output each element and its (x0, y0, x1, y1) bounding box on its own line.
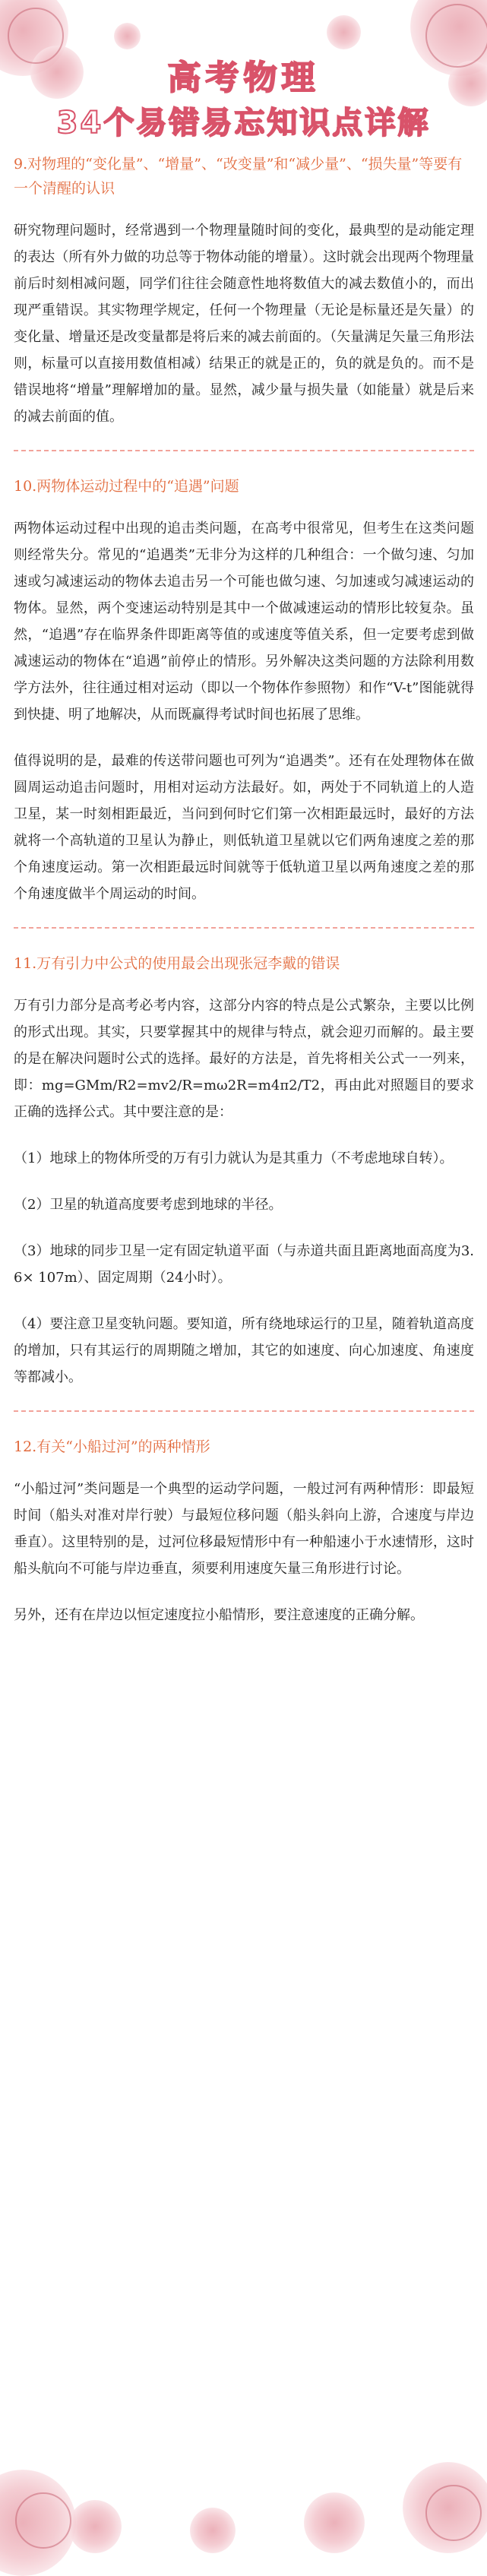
paragraph: “小船过河”类问题是一个典型的运动学问题，一般过河有两种情形：即最短时间（船头对准对岸行驶）与最短位移问题（船头斜向上游，合速度与岸边垂直）。这里特别的是，过河位移最短情形中有一种船速小于水速情形，这时船头航向不可能与岸边垂直，须要利用速度矢量三角形进行讨论。 (14, 1481, 474, 1577)
divider (14, 927, 474, 929)
paragraph: （4）要注意卫星变轨问题。要知道，所有绕地球运行的卫星，随着轨道高度的增加，只有其运行的周期随之增加，其它的如速度、向心加速度、角速度等都减小。 (14, 1316, 474, 1385)
page-subtitle: 34个易错易忘知识点详解 (56, 106, 431, 141)
paragraph: 研究物理问题时，经常遇到一个物理量随时间的变化，最典型的是动能定理的表达（所有外力做的功总等于物体动能的增量）。这时就会出现两个物理量前后时刻相减问题，同学们往往会随意性地将数值大的减去数值小的，而出现严重错误。其实物理学规定，任何一个物理量（无论是标量还是矢量）的变化量、增量还是改变量都是将后来的减去前面的。（矢量满足矢量三角形法则，标量可以直接用数值相减）结果正的就是正的，负的就是负的。而不是错误地将“增量”理解增加的量。显然，减少量与损失量（如能量）就是后来的减去前面的值。 (14, 223, 474, 425)
divider (14, 450, 474, 451)
section-heading: 12.有关“小船过河”的两种情形 (14, 1438, 210, 1455)
section-12 (14, 1435, 474, 1628)
paragraph: 万有引力部分是高考必考内容，这部分内容的特点是公式繁杂，主要以比例的形式出现。其实，只要掌握其中的规律与特点，就会迎刃而解的。最主要的是在解决问题时公式的选择。最好的方法是，首先将相关公式一一列来，即：mg=GMm/R2=mv2/R=mω2R=m4π2/T2，再由此对照题目的要求正确的选择公式。其中要注意的是： (14, 998, 474, 1120)
paragraph: 另外，还有在岸边以恒定速度拉小船情形，要注意速度的正确分解。 (14, 1607, 424, 1623)
paragraph: 两物体运动过程中出现的追击类问题，在高考中很常见，但考生在这类问题则经常失分。常见的“追遇类”无非分为这样的几种组合：一个做匀速、匀加速或匀减速运动的物体去追击另一个可能也做匀速、匀加速或匀减速运动的物体。显然，两个变速运动特别是其中一个做减速运动的情形比较复杂。虽然，“追遇”存在临界条件即距离等值的或速度等值关系，但一定要考虑到做减速运动的物体在“追遇”前停止的情形。另外解决这类问题的方法除利用数学方法外，往往通过相对运动（即以一个物体作参照物）和作“V-t”图能就得到快捷、明了地解决，从而既赢得考试时间也拓展了思维。 (14, 521, 474, 723)
paragraph: 值得说明的是，最难的传送带问题也可列为“追遇类”。还有在处理物体在做圆周运动追击问题时，用相对运动方法最好。如，两处于不同轨道上的人造卫星，某一时刻相距最近，当问到何时它们第一次相距最远时，最好的方法就将一个高轨道的卫星认为静止，则低轨道卫星就以它们两角速度之差的那个角速度运动。第一次相距最远时间就等于低轨道卫星以两角速度之差的那个角速度做半个周运动的时间。 (14, 753, 474, 902)
section-10 (14, 474, 474, 907)
page-header (0, 0, 487, 144)
section-9 (14, 152, 474, 430)
section-heading: 10.两物体运动过程中的“追遇”问题 (14, 478, 239, 495)
section-11 (14, 951, 474, 1391)
section-heading: 9.对物理的“变化量”、“增量”、“改变量”和“减少量”、“损失量”等要有一个清醒的认识 (14, 156, 463, 197)
section-heading: 11.万有引力中公式的使用最会出现张冠李戴的错误 (14, 955, 340, 972)
paragraph: （2）卫星的轨道高度要考虑到地球的半径。 (14, 1197, 283, 1213)
paragraph: （1）地球上的物体所受的万有引力就认为是其重力（不考虑地球自转）。 (14, 1150, 454, 1166)
paragraph: （3）地球的同步卫星一定有固定轨道平面（与赤道共面且距离地面高度为3.6× 107m）、固定周期（24小时）。 (14, 1243, 474, 1286)
article-body (14, 152, 474, 1648)
divider (14, 1410, 474, 1412)
page-title: 高考物理 (167, 59, 320, 97)
